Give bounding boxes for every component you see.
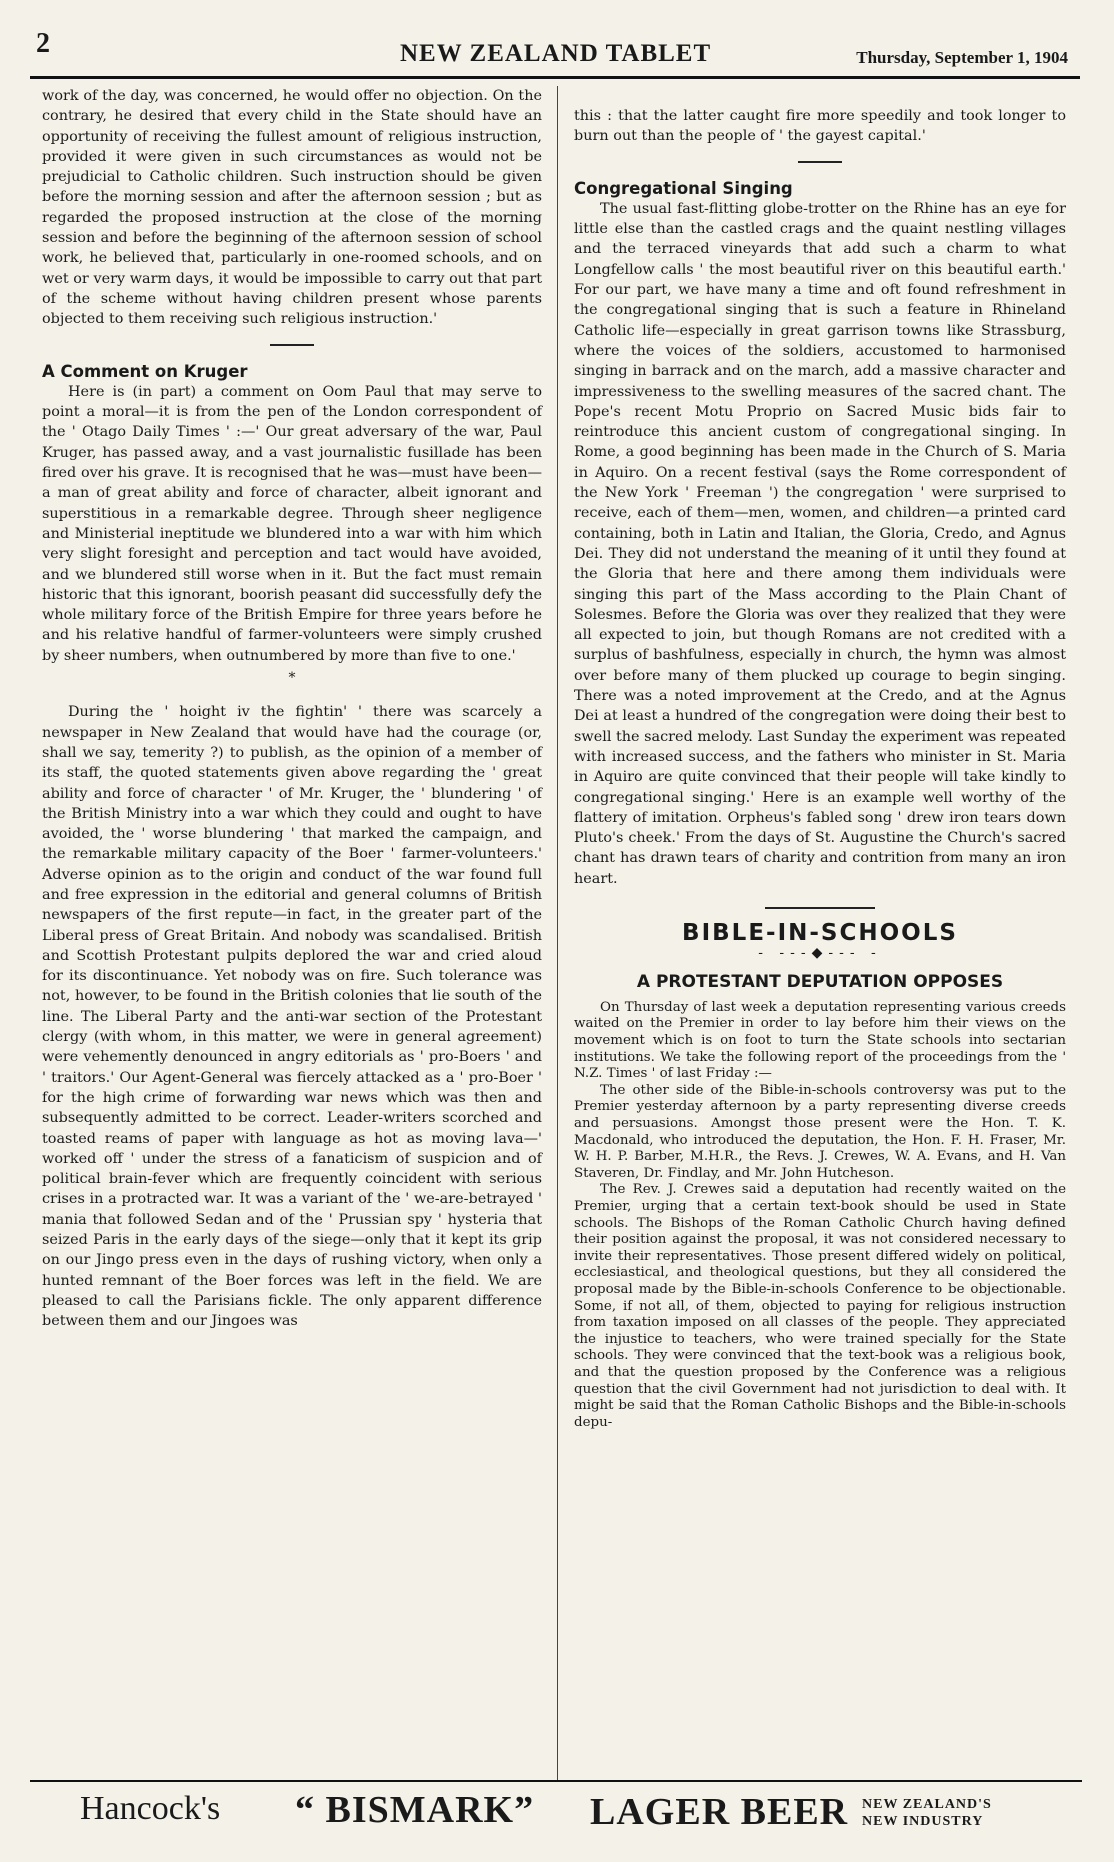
bible-in-schools-section: [574, 907, 1066, 964]
newspaper-title: NEW ZEALAND TABLET: [400, 40, 712, 67]
deputation-paragraph-2: The other side of the Bible-in-schools controversy was put to the Premier yesterday afternoon by a party representing diverse creeds and persuasions. Amongst those present were the Hon. T. K. Macdonald, who introduced the deputation, the Hon. F. H. Fraser, Mr. W. H. P. Barber, M.H.R., the Revs. J. Crewes, W. A. Evans, and H. Van Staveren, Dr. Findlay, and Mr. John Hutcheson.: [574, 1082, 1066, 1181]
ad-brand: “ BISMARK”: [295, 1789, 535, 1831]
left-column: [42, 86, 542, 1332]
header-rule: [30, 76, 1080, 79]
masthead: [30, 28, 1080, 78]
section-rule: [270, 344, 314, 346]
advertisement-banner: [60, 1790, 1080, 1850]
separator-star: *: [288, 670, 296, 687]
issue-date: Thursday, September 1, 1904: [856, 48, 1068, 67]
kruger-paragraph-1: Here is (in part) a comment on Oom Paul that may serve to point a moral—it is from the pen of the London correspondent of the ' Otago Daily Times ' :—' Our great adversary of the war, Paul Kruger, has passed away, and a vast journalistic fusillade has been fired over his grave. It is recognised that he was—must have been—a man of great ability and force of character, albeit ignorant and superstitious in a remarkable degree. Through sheer negligence and Ministerial ineptitude we blundered into a war with him which very slight foresight and perception and tact would have avoided, and we blundered still worse when in it. But the fact must remain historic that this ignorant, boorish peasant did successfully defy the whole military force of the British Empire for three years before he and his relative handful of farmer-volunteers were simply crushed by sheer numbers, when outnumbered by more than five to one.': [42, 383, 542, 664]
singing-paragraph: The usual fast-flitting globe-trotter on the Rhine has an eye for little else than the castled crags and the quaint nestling villages and the terraced vineyards that add such a charm to what Longfellow calls ' the most beautiful river on this beautiful earth.' For our part, we have many a time and oft found refreshment in the congregational singing that is such a feature in Rhineland Catholic life—especially in great garrison towns like Strassburg, where the voices of the soldiers, accustomed to harmonised singing in barrack and on the march, add a massive character and impressiveness to the swelling measures of the sacred chant. The Pope's recent Motu Proprio on Sacred Music bids fair to reintroduce this ancient custom of congregational singing. In Rome, a good beginning has been made in the Church of S. Maria in Aquiro. On a recent festival (says the Rome correspondent of the New York ' Freeman ') the congregation ' were surprised to receive, each of them—men, women, and children—a printed card containing, both in Latin and Italian, the Gloria, Credo, and Agnus Dei. They did not understand the meaning of it until they found at the Gloria that here and there among them individuals were singing this part of the Mass according to the Plain Chant of Solesmes. Before the Gloria was over they realized that they were all expected to join, but though Romans are not credited with a surplus of bashfulness, especially in church, the hymn was almost over before many of them plucked up courage to begin singing. There was a noted improvement at the Credo, and at the Agnus Dei at least a hundred of the congregation were doing their best to swell the sacred melody. Last Sunday the experiment was repeated with increased success, and the fathers who minister in St. Maria in Aquiro are quite convinced that their people will take kindly to congregational singing.' Here is an example well worthy of the flattery of imitation. Orpheus's fabled song ' drew iron tears down Pluto's cheek.' From the days of St. Augustine the Church's sacred chant has drawn tears of charity and contrition from many an iron heart.: [574, 200, 1066, 887]
section-rule-right: [798, 161, 842, 163]
deputation-paragraph-3: The Rev. J. Crewes said a deputation had recently waited on the Premier, urging that a certain text-book should be used in State schools. The Bishops of the Roman Catholic Church having defined their position against the proposal, it was not considered necessary to invite their representatives. Those present differed widely on political, ecclesiastical, and theological questions, but they all considered the proposal made by the Bible-in-schools Conference to be objectionable. Some, if not all, of them, objected to paying for religious instruction from taxation imposed on all classes of the people. They appreciated the injustice to teachers, who were trained specially for the State schools. They were convinced that the text-book was a religious book, and that the question proposed by the Conference was a religious question that the civil Government had not jurisdiction to deal with. It might be said that the Roman Catholic Bishops and the Bible-in-schools depu-: [574, 1182, 1066, 1430]
ornament-divider: - ---◆--- -: [758, 945, 882, 962]
ad-company: Hancock's: [80, 1790, 221, 1827]
column-divider: [557, 86, 558, 1782]
right-column: [574, 106, 1066, 1431]
continued-paragraph: work of the day, was concerned, he would offer no objection. On the contrary, he desired that every child in the State should have an opportunity of receiving the fullest amount of religious instruction, provided it were given in such circumstances as would not be prejudicial to Catholic children. Such instruction should be given before the morning session and after the afternoon session ; but as regarded the proposed instruction at the close of the morning session and before the beginning of the afternoon session of school work, he believed that, particularly in one-roomed schools, and on wet or very warm days, it would be impossible to carry out that part of the scheme without having children present whose parents objected to them receiving such religious instruction.': [42, 88, 542, 328]
section-top-rule: [765, 907, 875, 909]
bible-in-schools-title: BIBLE-IN-SCHOOLS: [682, 919, 958, 946]
ad-tagline-1: NEW ZEALAND'S: [862, 1797, 992, 1812]
ad-product: LAGER BEER: [590, 1791, 849, 1833]
page-number: 2: [36, 28, 50, 59]
deputation-subtitle: A PROTESTANT DEPUTATION OPPOSES: [636, 971, 1004, 992]
kruger-paragraph-2: During the ' hoight iv the fightin' ' there was scarcely a newspaper in New Zealand that would have had the courage (or, shall we say, temerity ?) to publish, as the opinion of a member of its staff, the quoted statements given above regarding the ' great ability and force of character ' of Mr. Kruger, the ' blundering ' of the British Ministry into a war which they could and ought to have avoided, the ' worse blundering ' that marked the campaign, and the remarkable military capacity of the Boer ' farmer-volunteers.' Adverse opinion as to the origin and conduct of the war found full and free expression in the editorial and general columns of British newspapers of the first repute—in fact, in the greater part of the Liberal press of Great Britain. And nobody was scandalised. British and Scottish Protestant pulpits deplored the war and cried aloud for its discontinuance. Yet nobody was on fire. Such tolerance was not, however, to be found in the British colonies that lie south of the line. The Liberal Party and the anti-war section of the Protestant clergy (with whom, in this matter, we were in general agreement) were vehemently denounced in angry editorials as ' pro-Boers ' and ' traitors.' Our Agent-General was fiercely attacked as a ' pro-Boer ' for the high crime of forwarding war news which was then and subsequently admitted to be correct. Leader-writers scorched and toasted reams of paper with language as hot as moving lava—' worked off ' under the stress of a fanaticism of suspicion and of political brain-fever which are frequently coincident with serious crises in a protracted war. It was a variant of the ' we-are-betrayed ' mania that followed Sedan and of the ' Prussian spy ' hysteria that seized Paris in the early days of the siege—only that it kept its grip on our Jingo press even in the days of rushing victory, when only a hunted remnant of the Boer forces was left in the field. We are pleased to call the Parisians fickle. The only apparent difference between them and our Jingoes was: [42, 704, 542, 1330]
ad-tagline-2: NEW INDUSTRY: [862, 1814, 984, 1829]
footer-rule: [30, 1780, 1082, 1782]
ad-tagline: [862, 1796, 992, 1830]
singing-heading: Congregational Singing: [574, 178, 793, 198]
kruger-heading: A Comment on Kruger: [42, 361, 248, 381]
continued-paragraph-right: this : that the latter caught fire more speedily and took longer to burn out than the people of ' the gayest capital.': [574, 108, 1066, 145]
deputation-paragraph-1: On Thursday of last week a deputation representing various creeds waited on the Premier in order to lay before him their views on the movement which is on foot to turn the State schools into sectarian institutions. We take the following report of the proceedings from the ' N.Z. Times ' of last Friday :—: [574, 999, 1066, 1082]
